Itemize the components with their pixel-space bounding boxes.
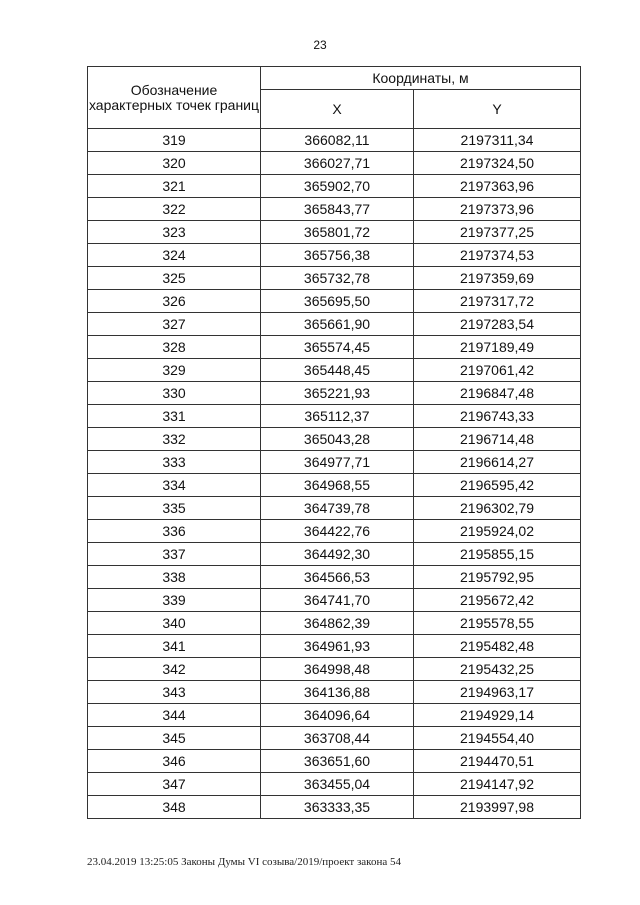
- point-cell: 326: [88, 290, 261, 313]
- point-cell: 319: [88, 129, 261, 152]
- x-cell: 364741,70: [261, 589, 414, 612]
- table-row: [88, 198, 581, 221]
- y-cell: 2196614,27: [414, 451, 581, 474]
- x-cell: 365221,93: [261, 382, 414, 405]
- x-cell: 365732,78: [261, 267, 414, 290]
- point-cell: 327: [88, 313, 261, 336]
- table-row: [88, 566, 581, 589]
- x-cell: 364422,76: [261, 520, 414, 543]
- y-cell: 2197283,54: [414, 313, 581, 336]
- page-number: 23: [313, 38, 327, 52]
- x-cell: 364968,55: [261, 474, 414, 497]
- x-cell: 363333,35: [261, 796, 414, 819]
- table-row: [88, 451, 581, 474]
- x-cell: 363708,44: [261, 727, 414, 750]
- y-cell: 2197359,69: [414, 267, 581, 290]
- x-cell: 364492,30: [261, 543, 414, 566]
- x-cell: 364566,53: [261, 566, 414, 589]
- point-cell: 336: [88, 520, 261, 543]
- point-cell: 332: [88, 428, 261, 451]
- x-cell: 364961,93: [261, 635, 414, 658]
- header-x: X: [261, 90, 414, 129]
- y-cell: 2197311,34: [414, 129, 581, 152]
- point-cell: 340: [88, 612, 261, 635]
- y-cell: 2195432,25: [414, 658, 581, 681]
- x-cell: 364977,71: [261, 451, 414, 474]
- point-cell: 323: [88, 221, 261, 244]
- header-coordinates: Координаты, м: [261, 67, 581, 90]
- y-cell: 2197363,96: [414, 175, 581, 198]
- y-cell: 2195792,95: [414, 566, 581, 589]
- point-cell: 339: [88, 589, 261, 612]
- table-row: [88, 290, 581, 313]
- table-row: [88, 313, 581, 336]
- point-cell: 342: [88, 658, 261, 681]
- table-row: [88, 635, 581, 658]
- table-row: [88, 405, 581, 428]
- point-cell: 344: [88, 704, 261, 727]
- table-row: [88, 681, 581, 704]
- x-cell: 363455,04: [261, 773, 414, 796]
- table-row: [88, 175, 581, 198]
- y-cell: 2196595,42: [414, 474, 581, 497]
- table-row: [88, 428, 581, 451]
- x-cell: 364739,78: [261, 497, 414, 520]
- footer-stamp: 23.04.2019 13:25:05 Законы Думы VI созыва/2019/проект закона 54: [87, 856, 401, 868]
- point-cell: 330: [88, 382, 261, 405]
- table-row: [88, 152, 581, 175]
- header-y: Y: [414, 90, 581, 129]
- table-row: [88, 612, 581, 635]
- point-cell: 346: [88, 750, 261, 773]
- table-row: [88, 244, 581, 267]
- table-row: [88, 750, 581, 773]
- point-cell: 337: [88, 543, 261, 566]
- y-cell: 2197189,49: [414, 336, 581, 359]
- y-cell: 2195482,48: [414, 635, 581, 658]
- point-cell: 328: [88, 336, 261, 359]
- point-cell: 333: [88, 451, 261, 474]
- table-row: [88, 796, 581, 819]
- x-cell: 366027,71: [261, 152, 414, 175]
- table-row: [88, 336, 581, 359]
- x-cell: 365843,77: [261, 198, 414, 221]
- y-cell: 2195672,42: [414, 589, 581, 612]
- x-cell: 365574,45: [261, 336, 414, 359]
- y-cell: 2196743,33: [414, 405, 581, 428]
- y-cell: 2195578,55: [414, 612, 581, 635]
- table-row: [88, 727, 581, 750]
- y-cell: 2197374,53: [414, 244, 581, 267]
- x-cell: 365756,38: [261, 244, 414, 267]
- x-cell: 365448,45: [261, 359, 414, 382]
- point-cell: 325: [88, 267, 261, 290]
- point-cell: 345: [88, 727, 261, 750]
- y-cell: 2194963,17: [414, 681, 581, 704]
- x-cell: 365661,90: [261, 313, 414, 336]
- table-row: [88, 497, 581, 520]
- point-cell: 338: [88, 566, 261, 589]
- point-cell: 320: [88, 152, 261, 175]
- x-cell: 365902,70: [261, 175, 414, 198]
- y-cell: 2197373,96: [414, 198, 581, 221]
- table-row: [88, 221, 581, 244]
- y-cell: 2196847,48: [414, 382, 581, 405]
- y-cell: 2194470,51: [414, 750, 581, 773]
- header-point-label: Обозначение характерных точек границ: [88, 67, 261, 129]
- y-cell: 2197317,72: [414, 290, 581, 313]
- point-cell: 341: [88, 635, 261, 658]
- y-cell: 2197377,25: [414, 221, 581, 244]
- x-cell: 365695,50: [261, 290, 414, 313]
- y-cell: 2193997,98: [414, 796, 581, 819]
- point-cell: 324: [88, 244, 261, 267]
- x-cell: 365043,28: [261, 428, 414, 451]
- table-row: [88, 589, 581, 612]
- y-cell: 2196714,48: [414, 428, 581, 451]
- y-cell: 2195855,15: [414, 543, 581, 566]
- x-cell: 365112,37: [261, 405, 414, 428]
- table-row: [88, 359, 581, 382]
- table-row: [88, 474, 581, 497]
- y-cell: 2197061,42: [414, 359, 581, 382]
- table-row: [88, 129, 581, 152]
- point-cell: 321: [88, 175, 261, 198]
- y-cell: 2194147,92: [414, 773, 581, 796]
- table-body: [88, 129, 581, 819]
- point-cell: 335: [88, 497, 261, 520]
- y-cell: 2194554,40: [414, 727, 581, 750]
- x-cell: 365801,72: [261, 221, 414, 244]
- x-cell: 364862,39: [261, 612, 414, 635]
- table-row: [88, 520, 581, 543]
- x-cell: 363651,60: [261, 750, 414, 773]
- point-cell: 347: [88, 773, 261, 796]
- y-cell: 2195924,02: [414, 520, 581, 543]
- table-row: [88, 543, 581, 566]
- table-row: [88, 382, 581, 405]
- x-cell: 364136,88: [261, 681, 414, 704]
- x-cell: 366082,11: [261, 129, 414, 152]
- x-cell: 364096,64: [261, 704, 414, 727]
- x-cell: 364998,48: [261, 658, 414, 681]
- point-cell: 322: [88, 198, 261, 221]
- coordinates-table: [87, 66, 581, 819]
- y-cell: 2194929,14: [414, 704, 581, 727]
- point-cell: 331: [88, 405, 261, 428]
- table-row: [88, 704, 581, 727]
- y-cell: 2197324,50: [414, 152, 581, 175]
- point-cell: 329: [88, 359, 261, 382]
- table-row: [88, 267, 581, 290]
- table-row: [88, 773, 581, 796]
- point-cell: 334: [88, 474, 261, 497]
- point-cell: 348: [88, 796, 261, 819]
- point-cell: 343: [88, 681, 261, 704]
- y-cell: 2196302,79: [414, 497, 581, 520]
- table-row: [88, 658, 581, 681]
